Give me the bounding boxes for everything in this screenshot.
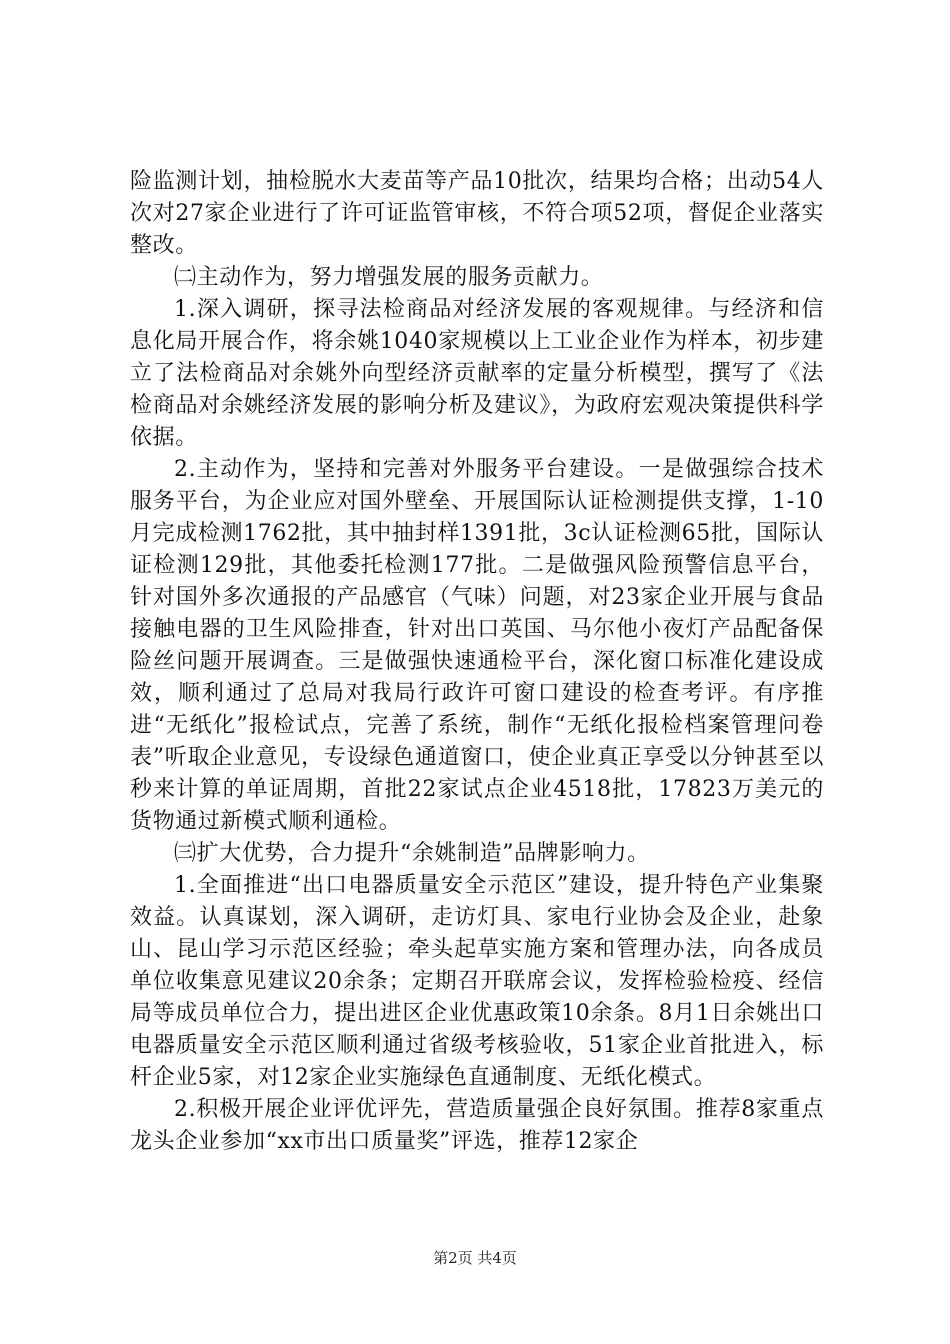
- paragraph-demo-zone: 1.全面推进“出口电器质量安全示范区”建设，提升特色产业集聚效益。认真谋划，深入调研，走访灯具、家电行业协会及企业，赴象山、昆山学习示范区经验；牵头起草实施方案和管理办法，向各成员单位收集意见建议20余条；定期召开联席会议，发挥检验检疫、经信局等成员单位合力，提出进区企业优惠政策10余条。8月1日余姚出口电器质量安全示范区顺利通过省级考核验收，51家企业首批进入，标杆企业5家，对12家企业实施绿色直通制度、无纸化模式。: [130, 873, 824, 1090]
- paragraph-service-platform: 2.主动作为，坚持和完善对外服务平台建设。一是做强综合技术服务平台，为企业应对国外壁垒、开展国际认证检测提供支撑，1-10月完成检测1762批，其中抽封样1391批，3c认证检测65批，国际认证检测129批，其他委托检测177批。二是做强风险预警信息平台，针对国外多次通报的产品感官（气味）问题，对23家企业开展与食品接触电器的卫生风险排查，针对出口英国、马尔他小夜灯产品配备保险丝问题开展调查。三是做强快速通检平台，深化窗口标准化建设成效，顺利通过了总局对我局行政许可窗口建设的检查考评。有序推进“无纸化”报检试点，完善了系统，制作“无纸化报检档案管理问卷表”听取企业意见，专设绿色通道窗口，使企业真正享受以分钟甚至以秒来计算的单证周期，首批22家试点企业4518批，17823万美元的货物通过新模式顺利通检。: [130, 457, 824, 834]
- paragraph-awards: 2.积极开展企业评优评先，营造质量强企良好氛围。推荐8家重点龙头企业参加“xx市出口质量奖”评选，推荐12家企: [130, 1097, 824, 1154]
- paragraph-research: 1.深入调研，探寻法检商品对经济发展的客观规律。与经济和信息化局开展合作，将余姚1040家规模以上工业企业作为样本，初步建立了法检商品对余姚外向型经济贡献率的定量分析模型，撰写了《法检商品对余姚经济发展的影响分析及建议》，为政府宏观决策提供科学依据。: [130, 297, 824, 450]
- section-heading-2: ㈡主动作为，努力增强发展的服务贡献力。: [174, 265, 604, 290]
- section-heading-3: ㈢扩大优势，合力提升“余姚制造”品牌影响力。: [174, 841, 650, 866]
- document-body: [130, 166, 824, 1158]
- page-footer: 第2页 共4页: [433, 1249, 517, 1267]
- paragraph-continuation: 险监测计划，抽检脱水大麦苗等产品10批次，结果均合格；出动54人次对27家企业进行了许可证监管审核，不符合项52项，督促企业落实整改。: [130, 169, 824, 258]
